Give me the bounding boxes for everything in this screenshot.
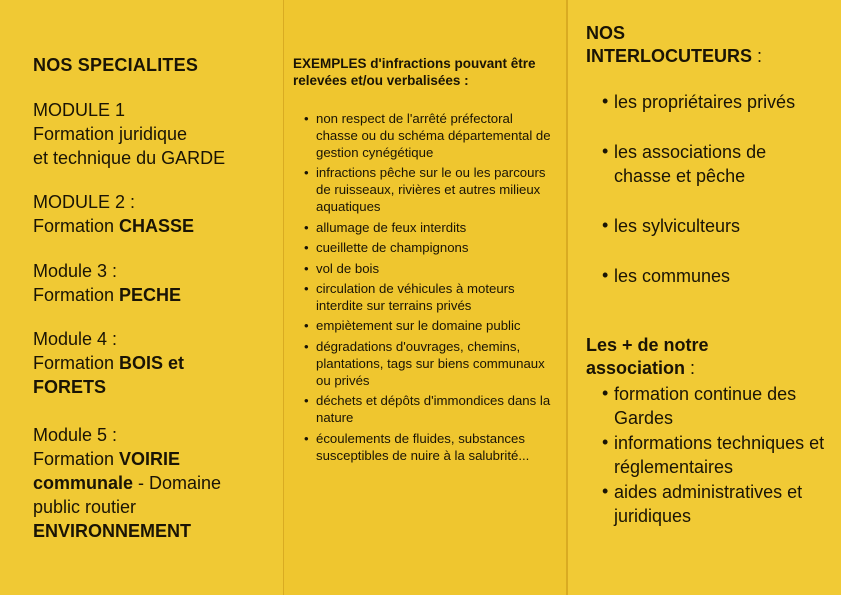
- right-panel: [568, 0, 841, 595]
- module-2: [33, 190, 194, 238]
- middle-panel: [284, 0, 567, 595]
- module-5-subject: VOIRIE: [119, 449, 181, 469]
- list-item: • formation continue des Gardes: [602, 382, 832, 430]
- specialites-title: NOS SPECIALITES: [33, 55, 199, 75]
- advantages-title-line2: association: [586, 358, 686, 378]
- module-4-heading: Module 4 :: [33, 329, 118, 349]
- module-1-line2: et technique du GARDE: [33, 148, 226, 168]
- module-5-subject-b: communale: [33, 473, 134, 493]
- advantages-title: [586, 334, 709, 380]
- advantages-title-line1: Les + de notre: [586, 335, 709, 355]
- module-1-line1: Formation juridique: [33, 124, 188, 144]
- list-item: • allumage de feux interdits: [304, 219, 556, 236]
- list-item: • dégradations d'ouvrages, chemins, plantations, tags sur biens communaux ou privés: [304, 338, 556, 389]
- module-3-subject: PECHE: [119, 285, 182, 305]
- list-item: • circulation de véhicules à moteurs interdite sur terrains privés: [304, 280, 556, 314]
- module-4-prefix: Formation: [33, 353, 120, 373]
- advantages-list: [602, 382, 832, 529]
- interlocuteurs-title-line2: INTERLOCUTEURS: [586, 46, 752, 66]
- infractions-list: [304, 110, 556, 467]
- module-2-heading: MODULE 2 :: [33, 192, 136, 212]
- list-item: • les propriétaires privés: [602, 90, 827, 114]
- list-item: • informations techniques et réglementaires: [602, 431, 832, 479]
- interlocuteurs-list: [602, 90, 827, 314]
- list-item: • les communes: [602, 264, 827, 288]
- list-item: • les associations de chasse et pêche: [602, 140, 827, 188]
- infractions-title: EXEMPLES d'infractions pouvant être relevées et/ou verbalisées :: [293, 56, 536, 88]
- module-4-subject-2: FORETS: [33, 377, 107, 397]
- list-item: • empiètement sur le domaine public: [304, 317, 556, 334]
- list-item: • non respect de l'arrêté préfectoral chasse ou du schéma départemental de gestion cynégétique: [304, 110, 556, 161]
- list-item: • aides administratives et juridiques: [602, 480, 832, 528]
- module-4-subject: BOIS et: [119, 353, 185, 373]
- module-1: [33, 98, 225, 170]
- advantages-title-colon: :: [685, 358, 696, 378]
- list-item: • vol de bois: [304, 260, 556, 277]
- interlocuteurs-title-line1: NOS: [586, 23, 626, 43]
- interlocuteurs-title: [586, 22, 762, 68]
- module-5-rest: - Domaine: [133, 473, 222, 493]
- module-5-line4: public routier: [33, 497, 137, 517]
- module-5-heading: Module 5 :: [33, 425, 118, 445]
- list-item: • cueillette de champignons: [304, 239, 556, 256]
- module-5: [33, 423, 221, 543]
- list-item: • infractions pêche sur le ou les parcours de ruisseaux, rivières et autres milieux aquatiques: [304, 164, 556, 215]
- module-5-subject-c: ENVIRONNEMENT: [33, 521, 192, 541]
- module-4: [33, 327, 184, 399]
- module-2-prefix: Formation: [33, 216, 120, 236]
- module-3: [33, 259, 181, 307]
- interlocuteurs-title-colon: :: [752, 46, 763, 66]
- module-2-subject: CHASSE: [119, 216, 195, 236]
- module-3-heading: Module 3 :: [33, 261, 118, 281]
- left-panel: [0, 0, 283, 595]
- list-item: • les sylviculteurs: [602, 214, 827, 238]
- module-3-prefix: Formation: [33, 285, 120, 305]
- module-1-heading: MODULE 1: [33, 100, 126, 120]
- module-5-prefix: Formation: [33, 449, 120, 469]
- list-item: • déchets et dépôts d'immondices dans la nature: [304, 392, 556, 426]
- list-item: • écoulements de fluides, substances susceptibles de nuire à la salubrité...: [304, 430, 556, 464]
